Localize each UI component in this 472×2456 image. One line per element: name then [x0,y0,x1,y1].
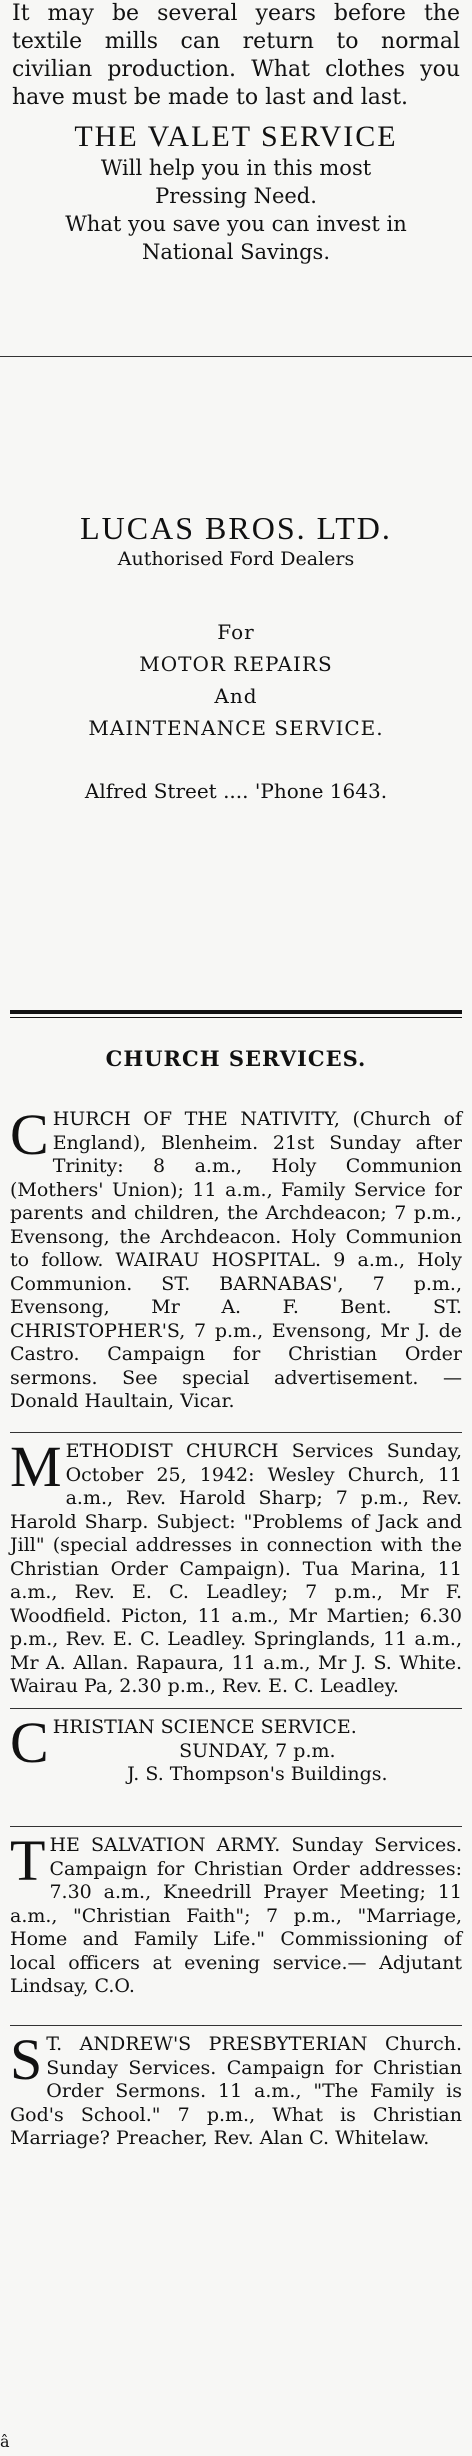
drop-cap: C [10,1102,49,1167]
salvation-army-text: HE SALVATION ARMY. Sunday Services. Campaign for Christian Order addresses: 7.30 a.m., Kneedrill Prayer Meeting; 11 a.m., "Christian Faith"; 7 p.m., "Marriage, Home and Family Life." Commissioning of local officers at evening service.— Adjutant Lindsay, C.O. [10,1834,462,1997]
corner-mark: â [0,2432,10,2451]
drop-cap: T [10,1828,46,1893]
lucas-logo: LUCAS BROS. LTD. [80,510,392,546]
st-andrews-text: T. ANDREW'S PRESBYTERIAN Church. Sunday Services. Campaign for Christian Order Sermons. 11 a.m., "The Family is God's School." 7 p.m., What is Christian Marriage? Preacher, Rev. Alan C. Whitelaw. [10,2033,462,2149]
notice-divider [10,1826,462,1827]
notice-divider [10,2025,462,2026]
lucas-for: For [217,620,255,644]
drop-cap: C [10,1710,49,1775]
st-andrews-notice [10,2027,462,2151]
valet-line-2: Pressing Need. [155,184,317,208]
valet-service-block [0,120,472,266]
divider-rule [0,356,472,357]
notice-divider [10,1432,462,1433]
notice-divider [10,1708,462,1709]
section-rule-thin [10,1017,462,1018]
church-services-heading: CHURCH SERVICES. [105,1046,367,1071]
methodist-text: ETHODIST CHURCH Services Sunday, October 25, 1942: Wesley Church, 11 a.m., Rev. Harold Sharp; 7 p.m., Rev. Harold Sharp. Subject: "Problems of Jack and Jill" (special addresses in connection with the Christian Order Campaign). Tua Marina, 11 a.m., Rev. E. C. Leadley; 7 p.m., Mr F. Woodfield. Picton, 11 a.m., Mr Martien; 6.30 p.m., Rev. E. C. Leadley. Springlands, 11 a.m., Mr A. Allan. Rapaura, 11 a.m., Mr J. S. White. Wairau Pa, 2.30 p.m., Rev. E. C. Leadley. [10,1440,462,1697]
lucas-motor-repairs: MOTOR REPAIRS [139,652,333,676]
salvation-army-notice [10,1828,462,1999]
valet-line-3: What you save you can invest in [65,212,407,236]
drop-cap: S [10,2027,43,2092]
drop-cap: M [10,1434,62,1499]
lucas-maintenance: MAINTENANCE SERVICE. [88,716,384,740]
lucas-advertisement [0,510,472,804]
section-rule-thick [10,1010,462,1014]
methodist-notice [10,1434,462,1699]
nativity-text: HURCH OF THE NATIVITY, (Church of England), Blenheim. 21st Sunday after Trinity: 8 a.m., Holy Communion (Mothers' Union); 11 a.m., Family Service for parents and children, the Archdeacon; 7 p.m., Evensong, the Archdeacon. Holy Communion to follow. WAIRAU HOSPITAL. 9 a.m., Holy Communion. ST. BARNABAS', 7 p.m., Evensong, Mr A. F. Bent. ST. CHRISTOPHER'S, 7 p.m., Evensong, Mr J. de Castro. Campaign for Christian Order sermons. See special advertisement. — Donald Haultain, Vicar. [10,1108,462,1412]
valet-line-1: Will help you in this most [100,156,372,180]
lucas-address: Alfred Street .... 'Phone 1643. [84,779,388,803]
nativity-notice [10,1102,462,1414]
textile-advertisement [0,0,472,266]
lucas-subtitle: Authorised Ford Dealers [117,548,355,570]
christian-science-text: HRISTIAN SCIENCE SERVICE. [52,1716,357,1738]
textile-paragraph: It may be several years before the textile mills can return to normal civilian production. What clothes you have must be made to last and last. [12,1,460,110]
christian-science-place: J. S. Thompson's Buildings. [127,1763,388,1785]
lucas-and: And [214,684,258,708]
christian-science-notice [10,1710,462,1787]
valet-logo: THE VALET SERVICE [74,120,398,153]
christian-science-time: SUNDAY, 7 p.m. [179,1739,336,1762]
valet-line-4: National Savings. [141,240,331,264]
